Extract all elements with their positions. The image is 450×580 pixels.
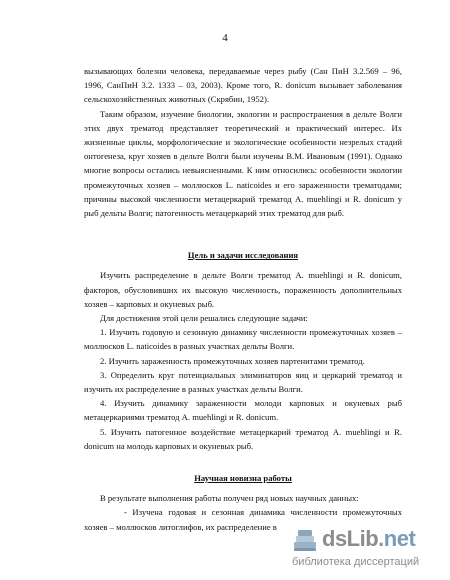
task-item: 1. Изучить годовую и сезонную динамику численности промежуточных хозяев – моллюсков L. naticoides в разных участках дельты Волги. — [84, 327, 402, 352]
task-item: 4. Изучить динамику зараженности молоди карповых и окуневых рыб метацеркариями трематод A. muehlingi и R. donicum. — [84, 398, 402, 423]
book-stack-icon — [292, 528, 318, 554]
task-item: 3. Определить круг потенциальных элиминаторов яиц и церкарий трематод и изучить их распределение в разных участках дельты Волги. — [84, 369, 402, 395]
section-heading-goals: Цель и задачи исследования — [187, 250, 299, 261]
page-number: 4 — [222, 32, 228, 44]
section-heading-novelty: Научная новизна работы — [194, 473, 292, 484]
watermark-brand: dsLib.net — [322, 526, 416, 551]
dslib-watermark — [286, 524, 436, 576]
paragraph: вызывающих болезни человека, передаваемые через рыбу (Сан ПиН 3.2.569 – 96, 1996, СанПиН 3.2. 1333 – 03, 2003). Кроме того, R. donicum вызывает заболевания сельскохозяйственных животных (Скрябин, 1952). — [84, 66, 402, 105]
paragraph: - Изучена годовая и сезонная динамика численности промежуточных хозяев – моллюсков литоглифов, их распределение в — [84, 507, 402, 532]
document-body — [84, 64, 402, 534]
watermark-subtitle: библиотека диссертаций — [292, 556, 420, 568]
paragraph: Таким образом, изучение биологии, экологии и распространения в дельте Волги этих двух трематод представляет теоретический и практический интерес. Их жизненные циклы, морфологические и экологические особенности незрелых стадий онтогенеза, круг хозяев в дельте Волги были изучены В.М. Ивановым (1991). Однако многие вопросы остались невыясненными. К ним относились: особенности экологии промежуточных хозяев – моллюсков L. naticoides и его зараженности трематодами; причины высокой численности метацеркарий трематод A. muehlingi и R. donicum у рыб дельты Волги; патогенность метацеркарий этих трематод для рыб. — [84, 108, 402, 219]
paragraph: В результате выполнения работы получен ряд новых научных данных: — [100, 493, 359, 504]
task-item: 2. Изучить зараженность промежуточных хозяев партенитами трематод. — [100, 355, 365, 366]
task-item: 5. Изучить патогенное воздействие метацеркарий трематод A. muehlingi и R. donicum на молодь карповых и окуневых рыб. — [84, 426, 402, 451]
paragraph: Изучить распределение в дельте Волги трематод A. muehlingi и R. donicum, факторов, обусловивших их высокую численность, пораженность дополнительных хозяев – карповых и окуневых рыб. — [84, 270, 402, 309]
paragraph: Для достижения этой цели решались следующие задачи: — [100, 313, 308, 324]
